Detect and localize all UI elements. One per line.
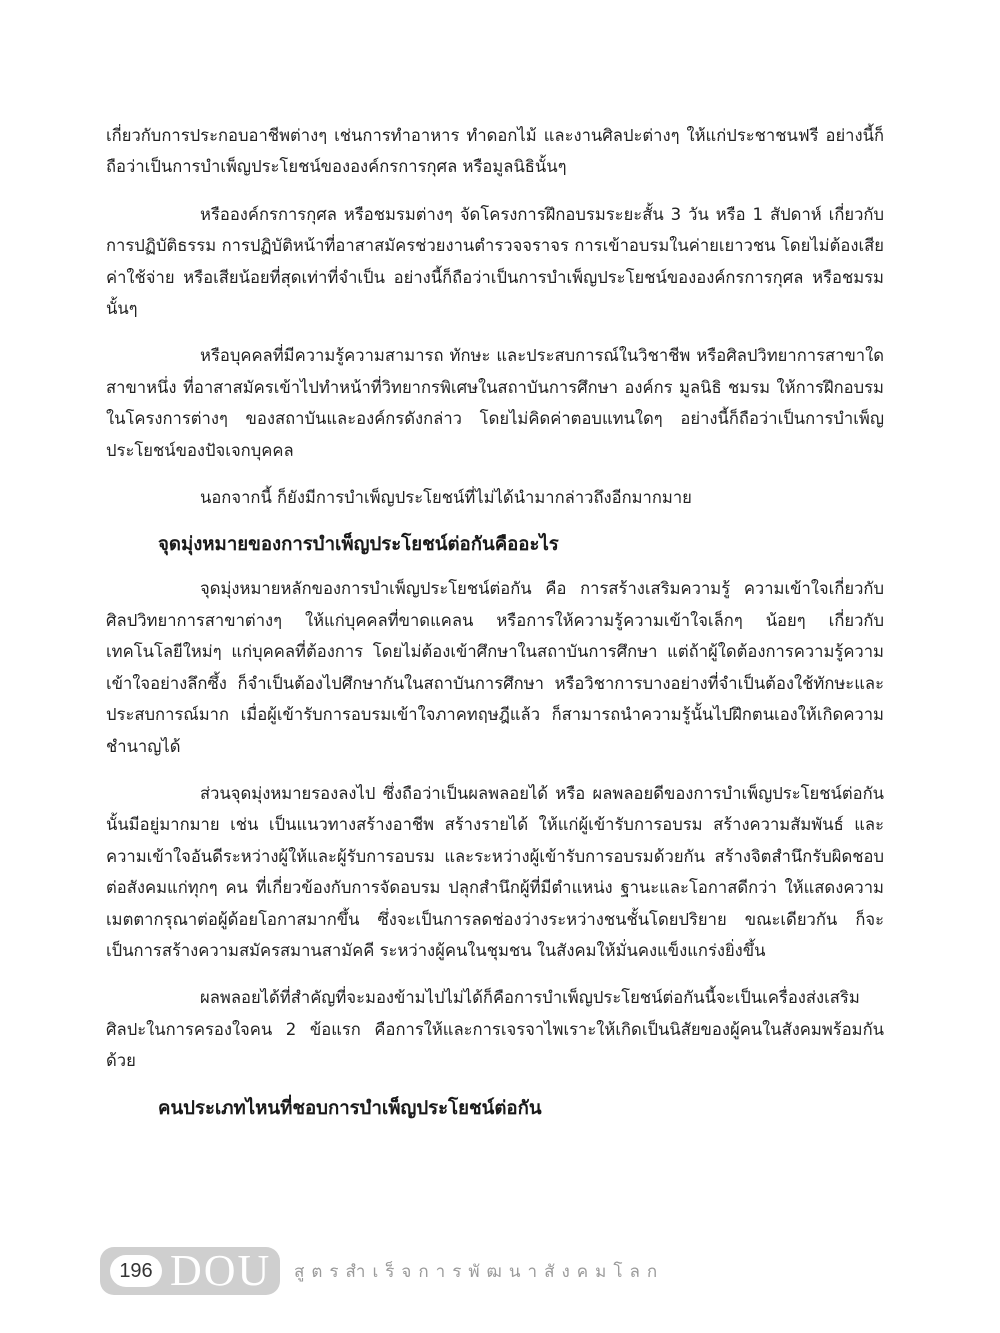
paragraph-6: ส่วนจุดมุ่งหมายรองลงไป ซึ่งถือว่าเป็นผลพลอยได้ หรือ ผลพลอยดีของการบำเพ็ญประโยชน์ต่อกันนั้นมีอยู่มากมาย เช่น เป็นแนวทางสร้างอาชีพ สร้างรายได้ ให้แก่ผู้เข้ารับการอบรม สร้างความสัมพันธ์ และความเข้าใจอันดีระหว่างผู้ให้และผู้รับการอบรม และระหว่างผู้เข้ารับการอบรมด้วยกัน สร้างจิตสำนึกรับผิดชอบต่อสังคมแก่ทุกๆ คน ที่เกี่ยวข้องกับการจัดอบรม ปลุกสำนึกผู้ที่มีตำแหน่ง ฐานะและโอกาสดีกว่า ให้แสดงความเมตตากรุณาต่อผู้ด้อยโอกาสมากขึ้น ซึ่งจะเป็นการลดช่องว่างระหว่างชนชั้นโดยปริยาย ขณะเดียวกัน ก็จะเป็นการสร้างความสมัครสมานสามัคคี ระหว่างผู้คนในชุมชน ในสังคมให้มั่นคงแข็งแกร่งยิ่งขึ้น: [106, 783, 884, 960]
brand-logo-text: DOU: [170, 1246, 272, 1295]
paragraph-7: ผลพลอยได้ที่สำคัญที่จะมองข้ามไปไม่ได้ก็คือการบำเพ็ญประโยชน์ต่อกันนี้จะเป็นเครื่องส่งเสริมศิลปะในการครองใจคน 2 ข้อแรก คือการให้และการเจรจาไพเราะให้เกิดเป็นนิสัยของผู้คนในสังคมพร้อมกันด้วย: [106, 988, 884, 1071]
paragraph-3: หรือบุคคลที่มีความรู้ความสามารถ ทักษะ และประสบการณ์ในวิชาชีพ หรือศิลปวิทยาการสาขาใดสาขาหนึ่ง ที่อาสาสมัครเข้าไปทำหน้าที่วิทยากรพิเศษในสถาบันการศึกษา องค์กร มูลนิธิ ชมรม ให้การฝึกอบรมในโครงการต่างๆ ของสถาบันและองค์กรดังกล่าว โดยไม่คิดค่าตอบแทนใดๆ อย่างนี้ก็ถือว่าเป็นการบำเพ็ญประโยชน์ของปัจเจกบุคคล: [106, 346, 884, 460]
page-body: [106, 120, 884, 1137]
paragraph-1: เกี่ยวกับการประกอบอาชีพต่างๆ เช่นการทำอาหาร ทำดอกไม้ และงานศิลปะต่างๆ ให้แก่ประชาชนฟรี อย่างนี้ก็ถือว่าเป็นการบำเพ็ญประโยชน์ขององค์กรการกุศล หรือมูลนิธินั้นๆ: [106, 126, 884, 177]
page-number: 196: [110, 1255, 162, 1287]
section-heading-who: คนประเภทไหนที่ชอบการบำเพ็ญประโยชน์ต่อกัน: [158, 1097, 542, 1119]
paragraph-4: นอกจากนี้ ก็ยังมีการบำเพ็ญประโยชน์ที่ไม่ได้นำมากล่าวถึงอีกมากมาย: [200, 488, 692, 508]
section-heading-purpose: จุดมุ่งหมายของการบำเพ็ญประโยชน์ต่อกันคืออะไร: [158, 534, 559, 556]
footer-badge: [100, 1247, 280, 1295]
series-title: สูตรสำเร็จการพัฒนาสังคมโลก: [294, 1261, 665, 1282]
page-footer: [100, 1247, 664, 1295]
paragraph-5: จุดมุ่งหมายหลักของการบำเพ็ญประโยชน์ต่อกัน คือ การสร้างเสริมความรู้ ความเข้าใจเกี่ยวกับศิลปวิทยาการสาขาต่างๆ ให้แก่บุคคลที่ขาดแคลน หรือการให้ความรู้ความเข้าใจเล็กๆ น้อยๆ เกี่ยวกับเทคโนโลยีใหม่ๆ แก่บุคคลที่ต้องการ โดยไม่ต้องเข้าศึกษาในสถาบันการศึกษา แต่ถ้าผู้ใดต้องการความรู้ความเข้าใจอย่างลึกซึ้ง ก็จำเป็นต้องไปศึกษากันในสถาบันการศึกษา หรือวิชาการบางอย่างที่จำเป็นต้องใช้ทักษะและประสบการณ์มาก เมื่อผู้เข้ารับการอบรมเข้าใจภาคทฤษฎีแล้ว ก็สามารถนำความรู้นั้นไปฝึกตนเองให้เกิดความชำนาญได้: [106, 579, 884, 756]
paragraph-2: หรือองค์กรการกุศล หรือชมรมต่างๆ จัดโครงการฝึกอบรมระยะสั้น 3 วัน หรือ 1 สัปดาห์ เกี่ยวกับการปฏิบัติธรรม การปฏิบัติหน้าที่อาสาสมัครช่วยงานตำรวจจราจร การเข้าอบรมในค่ายเยาวชน โดยไม่ต้องเสียค่าใช้จ่าย หรือเสียน้อยที่สุดเท่าที่จำเป็น อย่างนี้ก็ถือว่าเป็นการบำเพ็ญประโยชน์ขององค์กรการกุศล หรือชมรมนั้นๆ: [106, 204, 884, 319]
